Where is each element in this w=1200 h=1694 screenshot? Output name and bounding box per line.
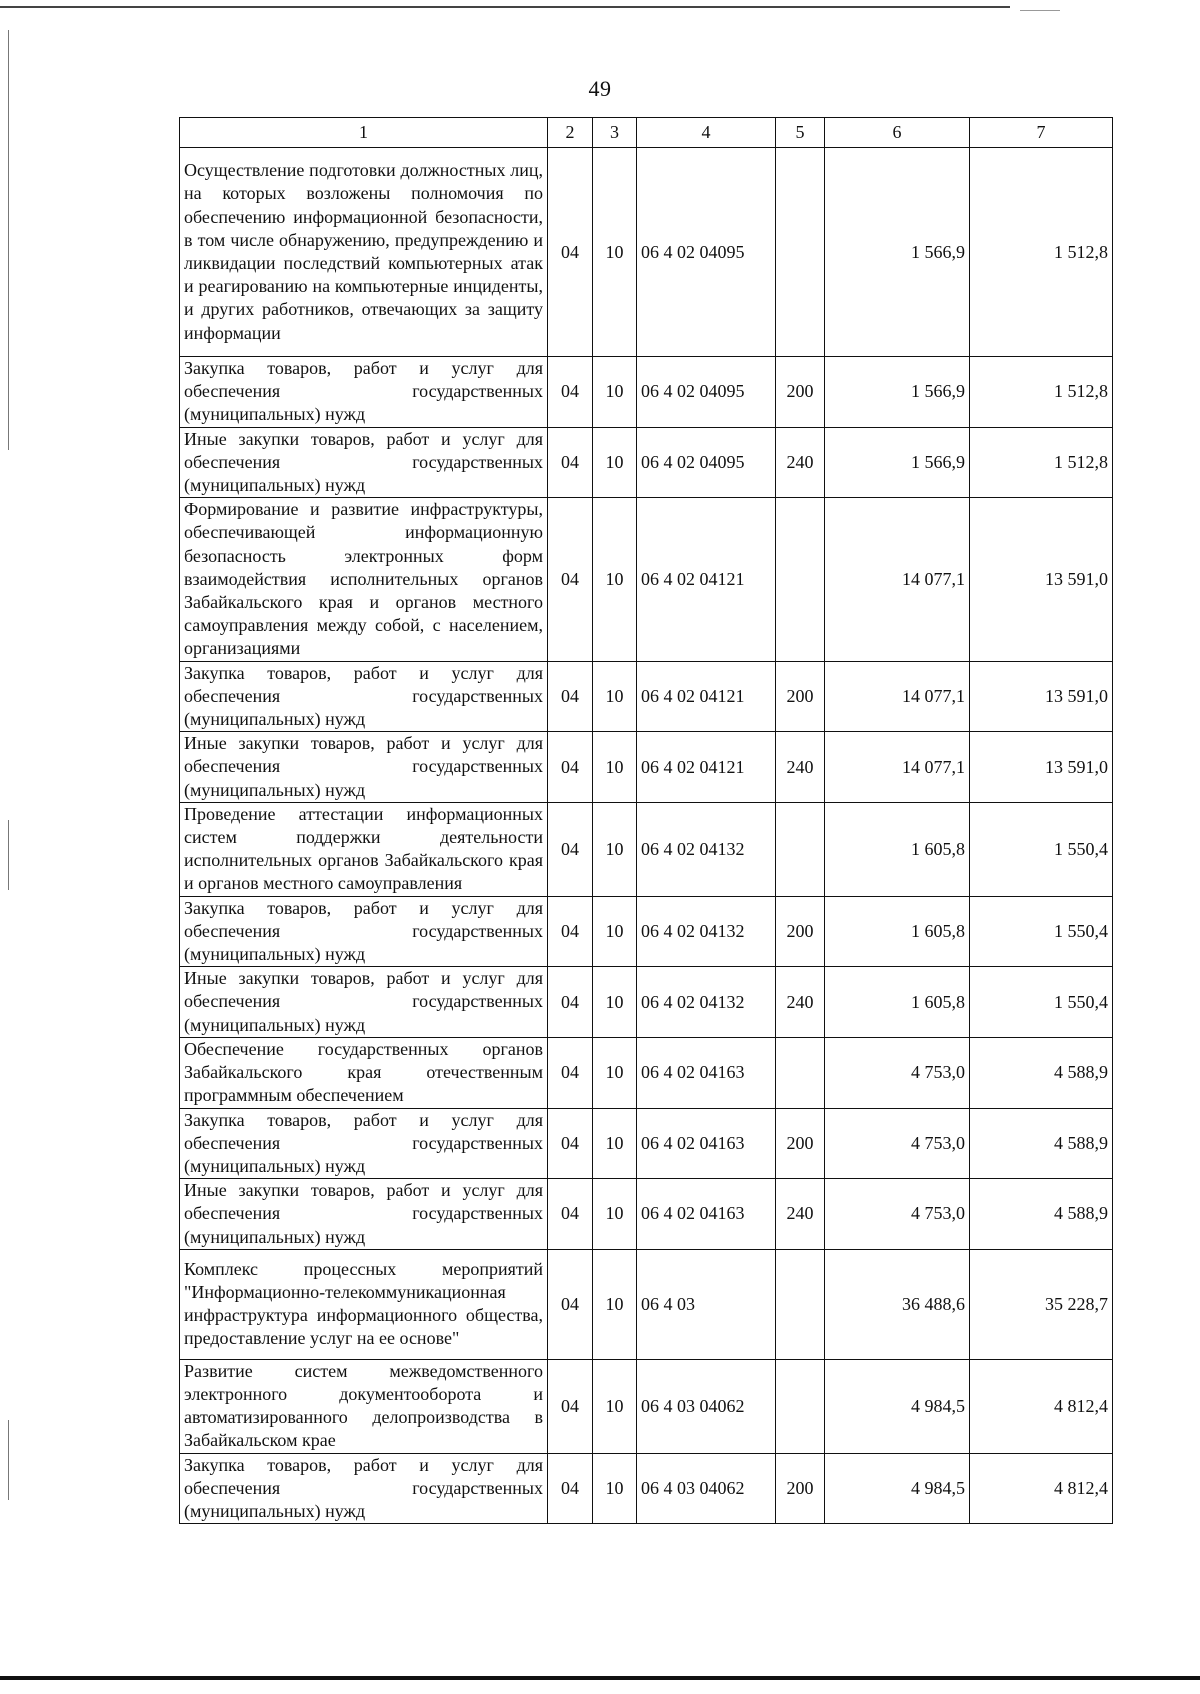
row-description: Развитие систем межведомственного электронного документооборота и автоматизированного делопроизводства в Забайкальском крае: [180, 1359, 548, 1453]
table-header-row: [180, 118, 1113, 148]
subsection-code: 10: [593, 732, 637, 803]
subsection-code: 10: [593, 1037, 637, 1108]
table-row: [180, 967, 1113, 1038]
target-article-code: 06 4 02 04121: [637, 732, 776, 803]
page-number: 49: [588, 76, 612, 101]
expense-type-code: [776, 1359, 825, 1453]
amount-column-6: 4 984,5: [825, 1453, 970, 1524]
amount-column-6: 4 984,5: [825, 1359, 970, 1453]
section-code: 04: [548, 148, 593, 357]
amount-column-6: 14 077,1: [825, 498, 970, 661]
expense-type-code: 200: [776, 896, 825, 967]
amount-column-6: 1 605,8: [825, 967, 970, 1038]
row-description: Закупка товаров, работ и услуг для обеспечения государственных (муниципальных) нужд: [180, 896, 548, 967]
amount-column-7: 1 550,4: [970, 967, 1113, 1038]
amount-column-7: 1 512,8: [970, 148, 1113, 357]
row-description: Обеспечение государственных органов Забайкальского края отечественным программным обеспечением: [180, 1037, 548, 1108]
target-article-code: 06 4 02 04132: [637, 802, 776, 896]
table-row: [180, 427, 1113, 498]
subsection-code: 10: [593, 357, 637, 428]
amount-column-7: 4 812,4: [970, 1359, 1113, 1453]
row-description: Осуществление подготовки должностных лиц, на которых возложены полномочия по обеспечению информационной безопасности, в том числе обнаружению, предупреждению и ликвидации последствий компьютерных атак и реагированию на компьютерные инциденты, и других работников, отвечающих за защиту информации: [180, 148, 548, 357]
expense-type-code: 240: [776, 732, 825, 803]
section-code: 04: [548, 1359, 593, 1453]
row-description: Иные закупки товаров, работ и услуг для обеспечения государственных (муниципальных) нужд: [180, 427, 548, 498]
row-description: Формирование и развитие инфраструктуры, обеспечивающей информационную безопасность электронных форм взаимодействия исполнительных органов Забайкальского края и органов местного самоуправления между собой, с населением, организациями: [180, 498, 548, 661]
amount-column-7: 1 512,8: [970, 357, 1113, 428]
column-header: 3: [593, 118, 637, 148]
subsection-code: 10: [593, 1179, 637, 1250]
section-code: 04: [548, 1037, 593, 1108]
subsection-code: 10: [593, 896, 637, 967]
row-description: Закупка товаров, работ и услуг для обеспечения государственных (муниципальных) нужд: [180, 357, 548, 428]
amount-column-6: 1 605,8: [825, 896, 970, 967]
expense-type-code: 200: [776, 661, 825, 732]
target-article-code: 06 4 02 04095: [637, 357, 776, 428]
amount-column-6: 4 753,0: [825, 1037, 970, 1108]
target-article-code: 06 4 02 04121: [637, 661, 776, 732]
column-header: 5: [776, 118, 825, 148]
row-description: Комплекс процессных мероприятий "Информационно-телекоммуникационная инфраструктура информационного общества, предоставление услуг на ее основе": [180, 1249, 548, 1359]
section-code: 04: [548, 732, 593, 803]
amount-column-7: 1 512,8: [970, 427, 1113, 498]
table-row: [180, 896, 1113, 967]
scan-edge-top-fragment: [1020, 10, 1060, 11]
scan-edge-left: [8, 820, 9, 890]
row-description: Иные закупки товаров, работ и услуг для обеспечения государственных (муниципальных) нужд: [180, 1179, 548, 1250]
column-header: 4: [637, 118, 776, 148]
target-article-code: 06 4 02 04121: [637, 498, 776, 661]
table-body: [180, 148, 1113, 1524]
section-code: 04: [548, 1453, 593, 1524]
table-row: [180, 1108, 1113, 1179]
table-row: [180, 1359, 1113, 1453]
amount-column-6: 14 077,1: [825, 732, 970, 803]
amount-column-6: 1 566,9: [825, 148, 970, 357]
amount-column-7: 4 812,4: [970, 1453, 1113, 1524]
expense-type-code: 200: [776, 1108, 825, 1179]
table-row: [180, 1453, 1113, 1524]
section-code: 04: [548, 802, 593, 896]
section-code: 04: [548, 661, 593, 732]
target-article-code: 06 4 02 04163: [637, 1108, 776, 1179]
scan-edge-bottom: [0, 1676, 1200, 1680]
expense-type-code: [776, 1037, 825, 1108]
table-row: [180, 1037, 1113, 1108]
amount-column-7: 4 588,9: [970, 1037, 1113, 1108]
row-description: Проведение аттестации информационных систем поддержки деятельности исполнительных органов Забайкальского края и органов местного самоуправления: [180, 802, 548, 896]
table-row: [180, 802, 1113, 896]
target-article-code: 06 4 02 04132: [637, 967, 776, 1038]
subsection-code: 10: [593, 427, 637, 498]
section-code: 04: [548, 357, 593, 428]
scan-edge-left: [8, 1420, 9, 1500]
budget-table: [179, 117, 1113, 1524]
expense-type-code: 240: [776, 1179, 825, 1250]
subsection-code: 10: [593, 1453, 637, 1524]
row-description: Иные закупки товаров, работ и услуг для обеспечения государственных (муниципальных) нужд: [180, 732, 548, 803]
subsection-code: 10: [593, 967, 637, 1038]
subsection-code: 10: [593, 661, 637, 732]
table-row: [180, 1249, 1113, 1359]
target-article-code: 06 4 03 04062: [637, 1359, 776, 1453]
amount-column-7: 35 228,7: [970, 1249, 1113, 1359]
subsection-code: 10: [593, 1249, 637, 1359]
subsection-code: 10: [593, 1359, 637, 1453]
expense-type-code: 200: [776, 357, 825, 428]
subsection-code: 10: [593, 1108, 637, 1179]
amount-column-6: 1 566,9: [825, 357, 970, 428]
expense-type-code: [776, 498, 825, 661]
section-code: 04: [548, 967, 593, 1038]
expense-type-code: [776, 148, 825, 357]
table-row: [180, 357, 1113, 428]
amount-column-7: 4 588,9: [970, 1108, 1113, 1179]
target-article-code: 06 4 03: [637, 1249, 776, 1359]
amount-column-7: 1 550,4: [970, 802, 1113, 896]
row-description: Закупка товаров, работ и услуг для обеспечения государственных (муниципальных) нужд: [180, 661, 548, 732]
subsection-code: 10: [593, 148, 637, 357]
target-article-code: 06 4 02 04132: [637, 896, 776, 967]
table-row: [180, 661, 1113, 732]
section-code: 04: [548, 427, 593, 498]
section-code: 04: [548, 1179, 593, 1250]
table-row: [180, 1179, 1113, 1250]
column-header: 6: [825, 118, 970, 148]
amount-column-6: 36 488,6: [825, 1249, 970, 1359]
target-article-code: 06 4 02 04163: [637, 1179, 776, 1250]
expense-type-code: 200: [776, 1453, 825, 1524]
section-code: 04: [548, 896, 593, 967]
row-description: Закупка товаров, работ и услуг для обеспечения государственных (муниципальных) нужд: [180, 1453, 548, 1524]
scan-edge-top: [0, 6, 1010, 8]
target-article-code: 06 4 02 04163: [637, 1037, 776, 1108]
target-article-code: 06 4 03 04062: [637, 1453, 776, 1524]
subsection-code: 10: [593, 802, 637, 896]
amount-column-7: 13 591,0: [970, 732, 1113, 803]
amount-column-6: 4 753,0: [825, 1179, 970, 1250]
subsection-code: 10: [593, 498, 637, 661]
amount-column-7: 4 588,9: [970, 1179, 1113, 1250]
expense-type-code: 240: [776, 427, 825, 498]
amount-column-7: 1 550,4: [970, 896, 1113, 967]
column-header: 7: [970, 118, 1113, 148]
table-row: [180, 732, 1113, 803]
amount-column-6: 1 605,8: [825, 802, 970, 896]
amount-column-7: 13 591,0: [970, 661, 1113, 732]
amount-column-7: 13 591,0: [970, 498, 1113, 661]
column-header: 1: [180, 118, 548, 148]
row-description: Закупка товаров, работ и услуг для обеспечения государственных (муниципальных) нужд: [180, 1108, 548, 1179]
section-code: 04: [548, 1249, 593, 1359]
amount-column-6: 14 077,1: [825, 661, 970, 732]
column-header: 2: [548, 118, 593, 148]
table-row: [180, 148, 1113, 357]
amount-column-6: 1 566,9: [825, 427, 970, 498]
table-row: [180, 498, 1113, 661]
expense-type-code: [776, 802, 825, 896]
target-article-code: 06 4 02 04095: [637, 148, 776, 357]
target-article-code: 06 4 02 04095: [637, 427, 776, 498]
row-description: Иные закупки товаров, работ и услуг для обеспечения государственных (муниципальных) нужд: [180, 967, 548, 1038]
expense-type-code: [776, 1249, 825, 1359]
section-code: 04: [548, 498, 593, 661]
expense-type-code: 240: [776, 967, 825, 1038]
section-code: 04: [548, 1108, 593, 1179]
amount-column-6: 4 753,0: [825, 1108, 970, 1179]
